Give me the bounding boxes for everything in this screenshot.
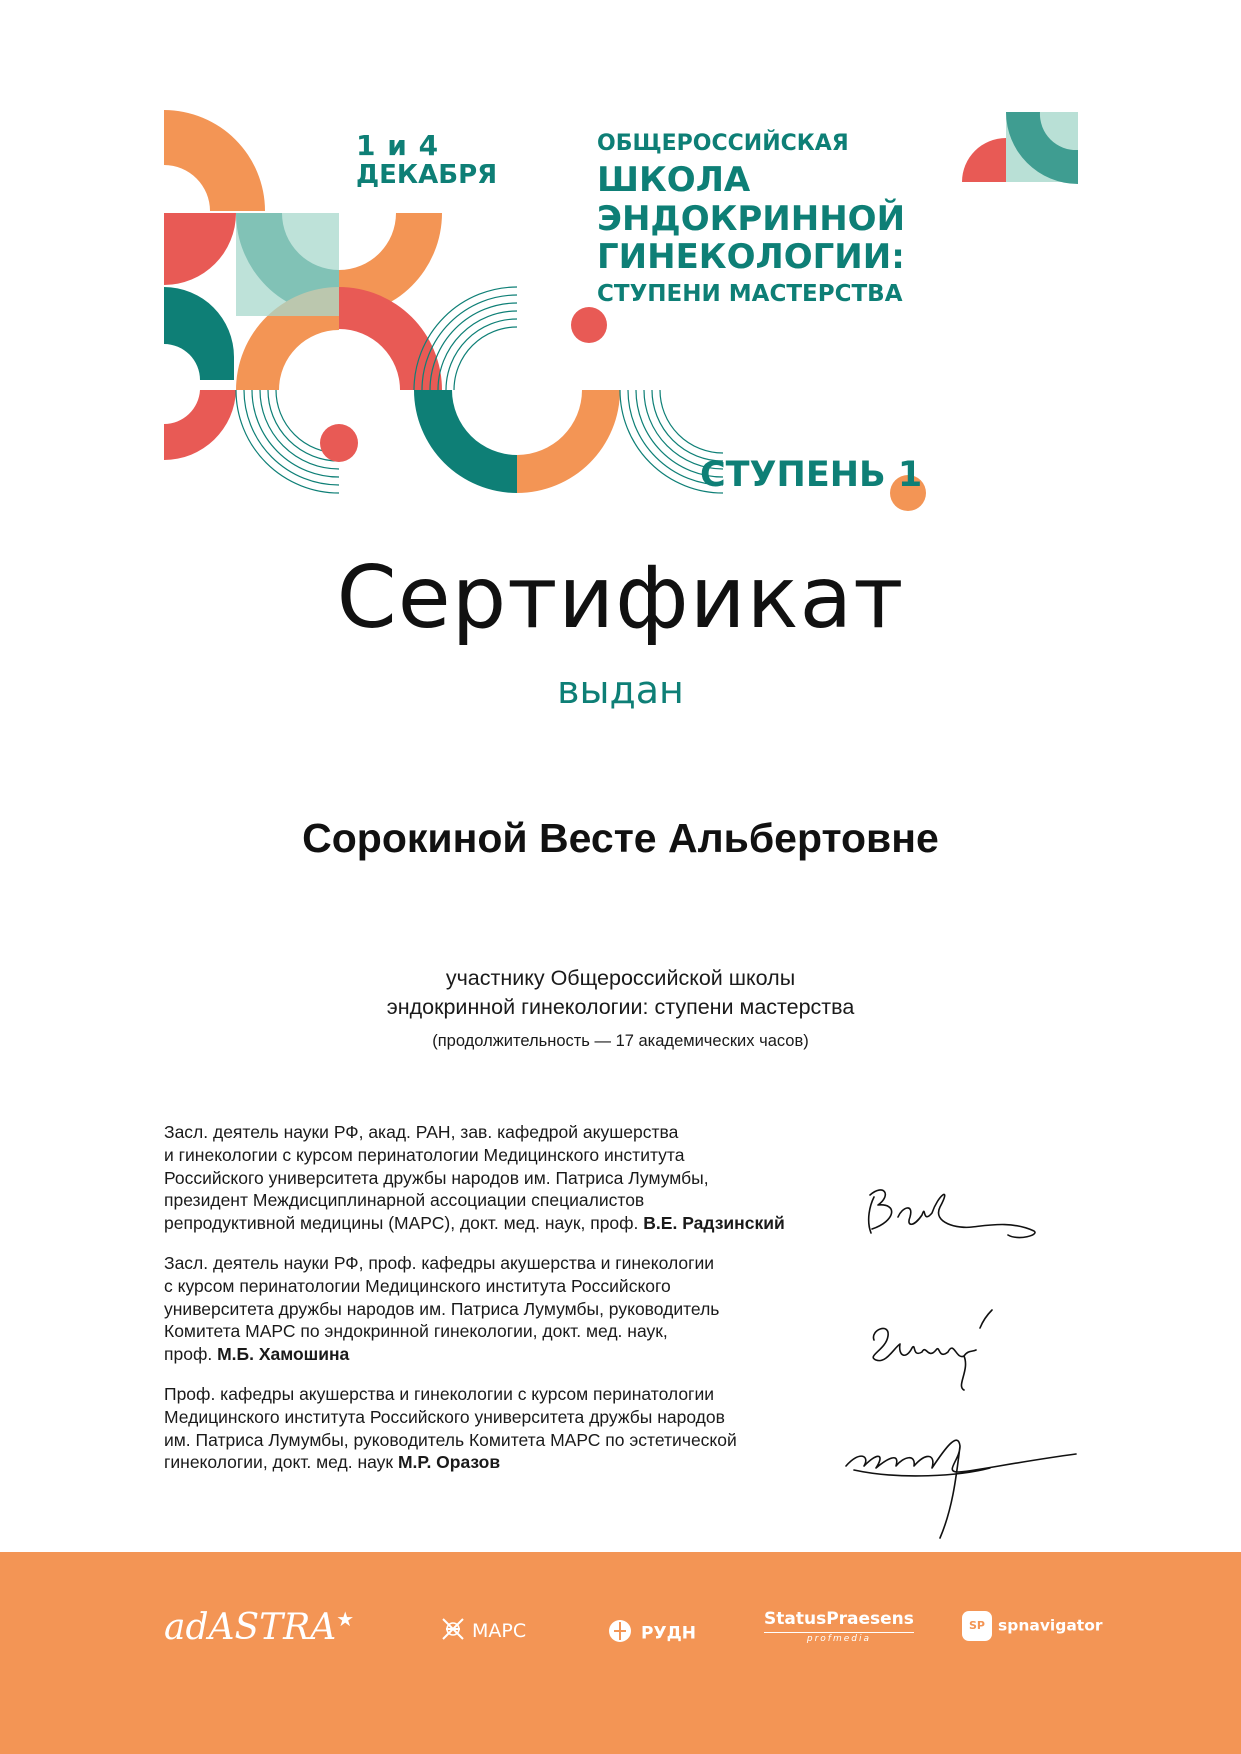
signer-line: проф. (164, 1344, 213, 1364)
signer-line-last (164, 1451, 824, 1474)
issued-label: выдан (557, 668, 684, 712)
signer-line: президент Междисциплинарной ассоциации специалистов (164, 1190, 645, 1211)
school-title-line5: СТУПЕНИ МАСТЕРСТВА (597, 280, 903, 307)
rudn-logo-text: РУДН (641, 1623, 696, 1644)
signer-line: Медицинского института Российского университета дружбы народов (164, 1406, 725, 1427)
signer-line: Проф. кафедры акушерства и гинекологии с курсом перинатологии (164, 1384, 714, 1404)
signer-line: с курсом перинатологии Медицинского института Российского (164, 1275, 671, 1296)
signer-line: гинекологии, докт. мед. наук (164, 1452, 394, 1473)
signer-name: М.Р. Оразов (397, 1452, 501, 1473)
signature-radzinsky (840, 1165, 1060, 1255)
signer-line: Засл. деятель науки РФ, акад. РАН, зав. кафедрой акушерства (164, 1122, 679, 1142)
event-dates-line2: ДЕКАБРЯ (356, 160, 498, 191)
signer-line: и гинекологии с курсом перинатологии Медицинского института (164, 1144, 685, 1165)
description-line1: участнику Общероссийской школы (445, 966, 796, 990)
recipient-name: Сорокиной Весте Альбертовне (302, 815, 939, 861)
signature-orazov (840, 1410, 1080, 1540)
mars-logo-icon (440, 1616, 466, 1647)
signer-line: университета дружбы народов им. Патриса Лумумбы, руководитель (164, 1298, 720, 1319)
school-title-line4: ГИНЕКОЛОГИИ: (597, 237, 905, 278)
center-arc-cluster (414, 287, 723, 493)
spnavigator-logo-text: spnavigator (998, 1616, 1103, 1635)
statuspraesens-logo-text: StatusPraesens (764, 1609, 914, 1629)
stage-label: СТУПЕНЬ 1 (700, 455, 923, 495)
red-dot-2 (571, 307, 607, 343)
mars-logo-text: МАРС (472, 1620, 527, 1642)
duration-note: (продолжительность — 17 академических часов) (432, 1032, 809, 1050)
signer-line-last (164, 1212, 824, 1235)
sp-badge-icon: SP (962, 1611, 992, 1641)
signer-radzinsky (164, 1121, 824, 1235)
adastra-logo-text: adASTRA (164, 1607, 337, 1648)
red-dot (320, 424, 358, 462)
school-title-line3: ЭНДОКРИННОЙ (597, 198, 906, 239)
spnavigator-logo (962, 1611, 1103, 1641)
signer-line: Комитета МАРС по эндокринной гинекологии, докт. мед. наук, (164, 1321, 668, 1342)
statuspraesens-logo (764, 1609, 914, 1644)
corner-motif (962, 112, 1078, 184)
signer-line: Засл. деятель науки РФ, проф. кафедры акушерства и гинекологии (164, 1253, 715, 1273)
signer-line: репродуктивной медицины (МАРС), докт. мед. наук, проф. (164, 1213, 639, 1233)
event-dates (356, 130, 496, 190)
school-title-line1: ОБЩЕРОССИЙСКАЯ (597, 131, 849, 156)
event-dates-line1: 1 и 4 (356, 129, 440, 162)
rudn-emblem-icon (605, 1616, 635, 1651)
school-title (597, 131, 927, 311)
signer-khamoshina (164, 1252, 824, 1366)
signer-orazov (164, 1383, 824, 1474)
signer-line: им. Патриса Лумумбы, руководитель Комитета МАРС по эстетической (164, 1429, 737, 1450)
signer-name: М.Б. Хамошина (217, 1344, 350, 1364)
signer-line-last (164, 1343, 824, 1366)
footer-band (0, 1552, 1241, 1754)
star-icon: ★ (336, 1607, 355, 1631)
mars-logo (440, 1616, 526, 1647)
certificate-title: Сертификат (336, 548, 905, 648)
school-title-line2: ШКОЛА (597, 160, 751, 201)
signature-khamoshina (860, 1300, 1050, 1395)
statuspraesens-logo-sub: profmedia (764, 1632, 914, 1644)
description-line2: эндокринной гинекологии: ступени мастерства (386, 995, 855, 1020)
certificate-description (0, 964, 1241, 1022)
signer-name: В.Е. Радзинский (643, 1213, 785, 1233)
adastra-logo (164, 1607, 354, 1648)
signer-line: Российского университета дружбы народов им. Патриса Лумумбы, (164, 1167, 709, 1188)
rudn-logo (605, 1616, 696, 1651)
